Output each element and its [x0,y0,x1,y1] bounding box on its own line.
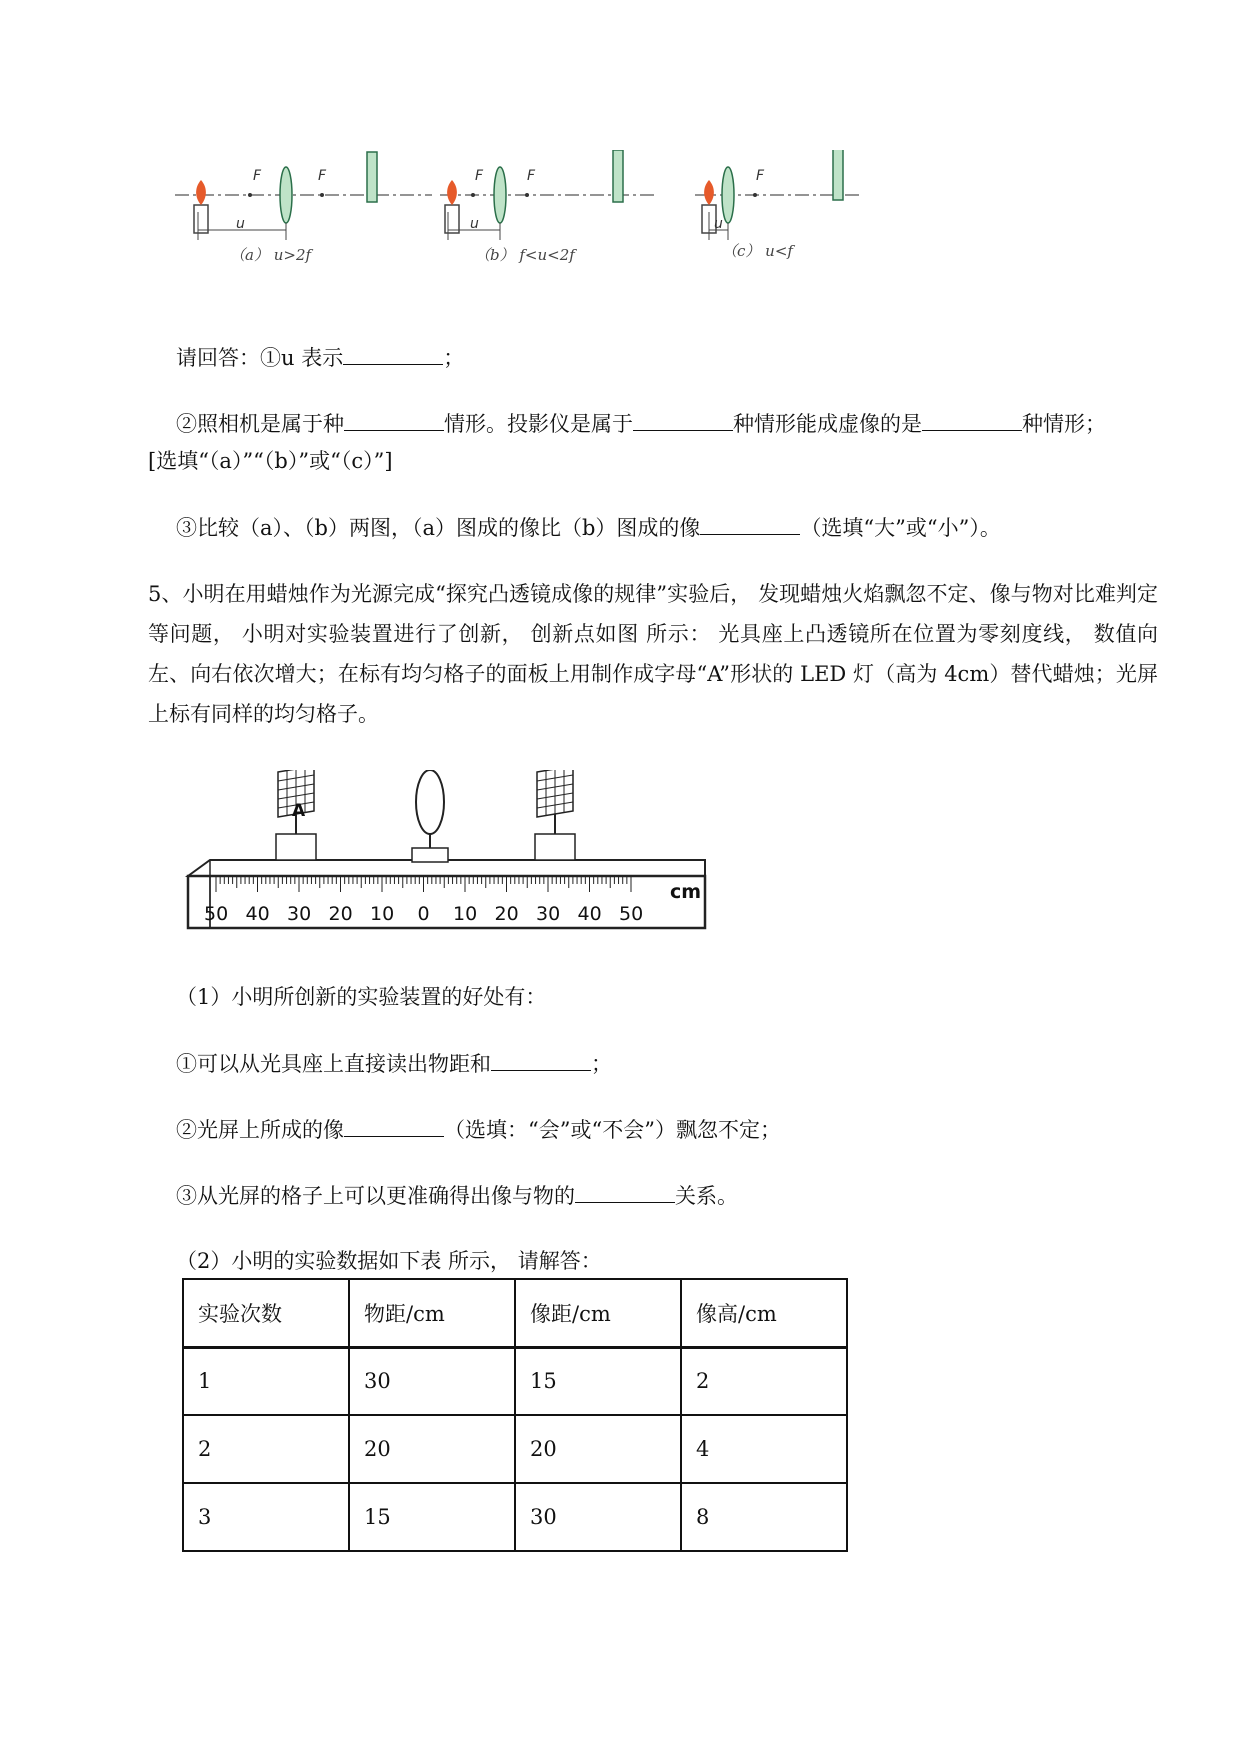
ruler-tick-label: 40 [577,903,602,925]
candle-icon [445,205,459,233]
distance-label: u [236,216,245,232]
answer-blank[interactable] [575,1180,675,1203]
panel-caption: （b） f<u<2f [475,246,575,264]
table-row [183,1483,847,1551]
table-cell: 20 [349,1415,515,1483]
flame-icon [704,180,714,205]
table-header-cell: 实验次数 [183,1279,349,1347]
lens-icon [280,167,292,223]
answer-blank[interactable] [344,408,444,431]
lens-icon [722,167,734,223]
q5-sub1-b: ②光屏上所成的像 （选填：“会”或“不会”）飘忽不定； [176,1114,781,1145]
answer-blank[interactable] [700,512,800,535]
flame-icon [447,180,457,205]
q5-sub2-title: （2）小明的实验数据如下表 所示， 请解答： [176,1249,602,1273]
table-cell: 1 [183,1347,349,1415]
panel-caption: （c） u<f [722,242,793,260]
focus-label: F [756,168,765,184]
table-cell: 3 [183,1483,349,1551]
lens-icon [494,167,506,223]
ruler-unit: cm [670,881,702,903]
answer-blank[interactable] [344,1114,444,1137]
table-cell: 8 [681,1483,847,1551]
ruler-tick-label: 30 [536,903,561,925]
q4-line-2: ②照相机是属于种 情形。投影仪是属于 种情形能成虚像的是 种情形； [176,408,1106,439]
table-cell: 30 [349,1347,515,1415]
screen-icon [833,150,843,200]
experiment-data-table [182,1278,848,1552]
led-letter: A [292,801,306,821]
q5-sub1-a: ①可以从光具座上直接读出物距和 ； [176,1048,612,1079]
ruler-tick-label: 10 [370,903,395,925]
table-cell: 4 [681,1415,847,1483]
led-panel [276,770,316,860]
q5-sub1-title: （1）小明所创新的实验装置的好处有： [176,985,547,1009]
ruler-tick-label: 20 [494,903,519,925]
ruler-tick-label: 10 [453,903,478,925]
table-cell: 15 [349,1483,515,1551]
light-screen [535,770,575,860]
answer-blank[interactable] [633,408,733,431]
q4-line-4: ③比较（a）、（b）两图，（a）图成的像比（b）图成的像 （选填“大”或“小”）。 [176,512,1001,543]
table-header-cell: 像距/cm [515,1279,681,1347]
ruler-tick-label: 50 [204,903,229,925]
answer-blank[interactable] [922,408,1022,431]
focus-label: F [253,168,262,184]
table-header-cell: 物距/cm [349,1279,515,1347]
table-row [183,1415,847,1483]
distance-label: u [714,216,723,232]
focus-label: F [318,168,327,184]
q4-line-1: 请回答：①u 表示 ； [176,342,464,373]
q5-intro: 5、小明在用蜡烛作为光源完成“探究凸透镜成像的规律”实验后， 发现蜡烛火焰飘忽不定、像与物对比难判定等问题， 小明对实验装置进行了创新， 创新点如图 所示： 光具座上凸透镜所在位置为零刻度线， 数值向左、向右依次增大；在标有均匀格子的面板上用制作成字母“A”形状的 LED 灯（高为 4cm）替代蜡烛；光屏上标有同样的均匀格子。 [148,582,1158,726]
lens-diagram-figure [170,150,950,300]
table-cell: 2 [183,1415,349,1483]
panel-c [695,150,860,260]
screen-icon [613,150,623,202]
candle-icon [194,205,208,233]
table-row [183,1347,847,1415]
screen-icon [367,152,377,202]
answer-blank[interactable] [343,342,443,365]
answer-blank[interactable] [491,1048,591,1071]
table-cell: 15 [515,1347,681,1415]
ruler-tick-label: 50 [619,903,644,925]
table-header-row [183,1279,847,1347]
table-cell: 2 [681,1347,847,1415]
panel-b [440,150,657,264]
flame-icon [196,180,206,205]
focus-label: F [527,168,536,184]
ruler-tick-label: 0 [417,903,430,925]
convex-lens [412,770,448,862]
ruler-tick-label: 30 [287,903,312,925]
distance-label: u [470,216,479,232]
ruler-tick-label: 20 [328,903,353,925]
q4-line-3: [选填“（a）”“（b）”或“（c）”] [148,449,393,473]
table-header-cell: 像高/cm [681,1279,847,1347]
table-cell: 20 [515,1415,681,1483]
optical-bench-figure [180,770,720,940]
table-cell: 30 [515,1483,681,1551]
q5-sub1-c: ③从光屏的格子上可以更准确得出像与物的 关系。 [176,1180,738,1211]
panel-caption: （a） u>2f [230,246,312,264]
focus-label: F [475,168,484,184]
ruler-tick-label: 40 [245,903,270,925]
panel-a [175,152,432,264]
